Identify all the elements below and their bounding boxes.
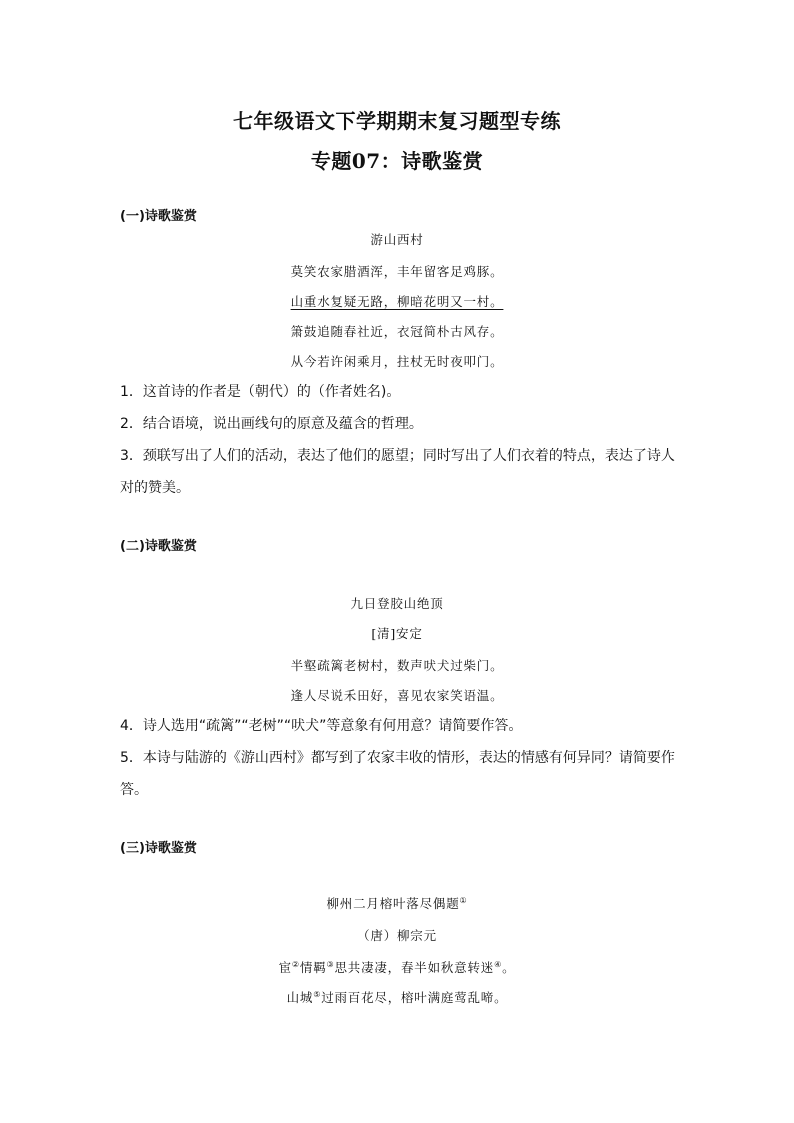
question-5-continued: 答。 (120, 782, 148, 798)
question-3: 3．颈联写出了人们的活动，表达了他们的愿望；同时写出了人们衣着的特点，表达了诗人 (120, 448, 675, 464)
section-1-heading: (一)诗歌鉴赏 (120, 209, 197, 224)
footnote-mark: ④ (494, 959, 503, 969)
underlined-line: 山重水复疑无路，柳暗花明又一村。 (290, 294, 504, 309)
poem-3-line-1 (0, 958, 794, 976)
footnote-mark: ③ (326, 959, 335, 969)
poem-3-line-2 (0, 988, 794, 1006)
poem-1-line-4: 从今若许闲乘月，拄杖无时夜叩门。 (290, 354, 504, 369)
poem-2-author: [清]安定 (371, 626, 423, 641)
poem-1-title: 游山西村 (370, 232, 424, 247)
poem-3-title (0, 894, 794, 912)
poem-2-line-1: 半壑疏篱老树村，数声吠犬过柴门。 (290, 658, 504, 673)
question-1: 1．这首诗的作者是（朝代）的（作者姓名)。 (120, 384, 401, 400)
poem-1-line-2 (0, 292, 794, 310)
document-title: 七年级语文下学期期末复习题型专练 (233, 109, 561, 133)
question-3-continued: 对的赞美。 (120, 480, 190, 496)
question-5: 5．本诗与陆游的《游山西村》都写到了农家丰收的情形，表达的情感有何异同？请简要作 (120, 750, 675, 766)
poem-2-line-2: 逢人尽说禾田好，喜见农家笑语温。 (290, 688, 504, 703)
section-2-heading: (二)诗歌鉴赏 (120, 539, 197, 554)
poem-3-author: （唐）柳宗元 (357, 928, 437, 943)
poem-text: 。 (502, 960, 516, 975)
poem-3-title-text: 柳州二月榕叶落尽偶题 (326, 896, 460, 911)
document-subtitle: 专题07：诗歌鉴赏 (310, 149, 484, 173)
footnote-mark: ① (459, 895, 468, 905)
poem-2-title: 九日登胶山绝顶 (350, 596, 444, 611)
poem-1-line-3: 箫鼓追随春社近，衣冠简朴古风存。 (290, 324, 504, 339)
question-2: 2．结合语境，说出画线句的原意及蕴含的哲理。 (120, 416, 423, 432)
poem-text: 山城 (286, 990, 314, 1005)
section-3-heading: (三)诗歌鉴赏 (120, 841, 197, 856)
question-4: 4．诗人选用“疏篱”“老树”“吠犬”等意象有何用意？请简要作答。 (120, 718, 523, 734)
poem-1-line-1: 莫笑农家腊酒浑，丰年留客足鸡豚。 (290, 264, 504, 279)
poem-text: 过雨百花尽，榕叶满庭莺乱啼。 (321, 990, 508, 1005)
poem-text: 宦 (278, 960, 292, 975)
footnote-mark: ⑤ (313, 989, 322, 999)
poem-text: 思共凄凄，春半如秋意转迷 (334, 960, 495, 975)
poem-text: 情羁 (299, 960, 327, 975)
footnote-mark: ② (291, 959, 300, 969)
